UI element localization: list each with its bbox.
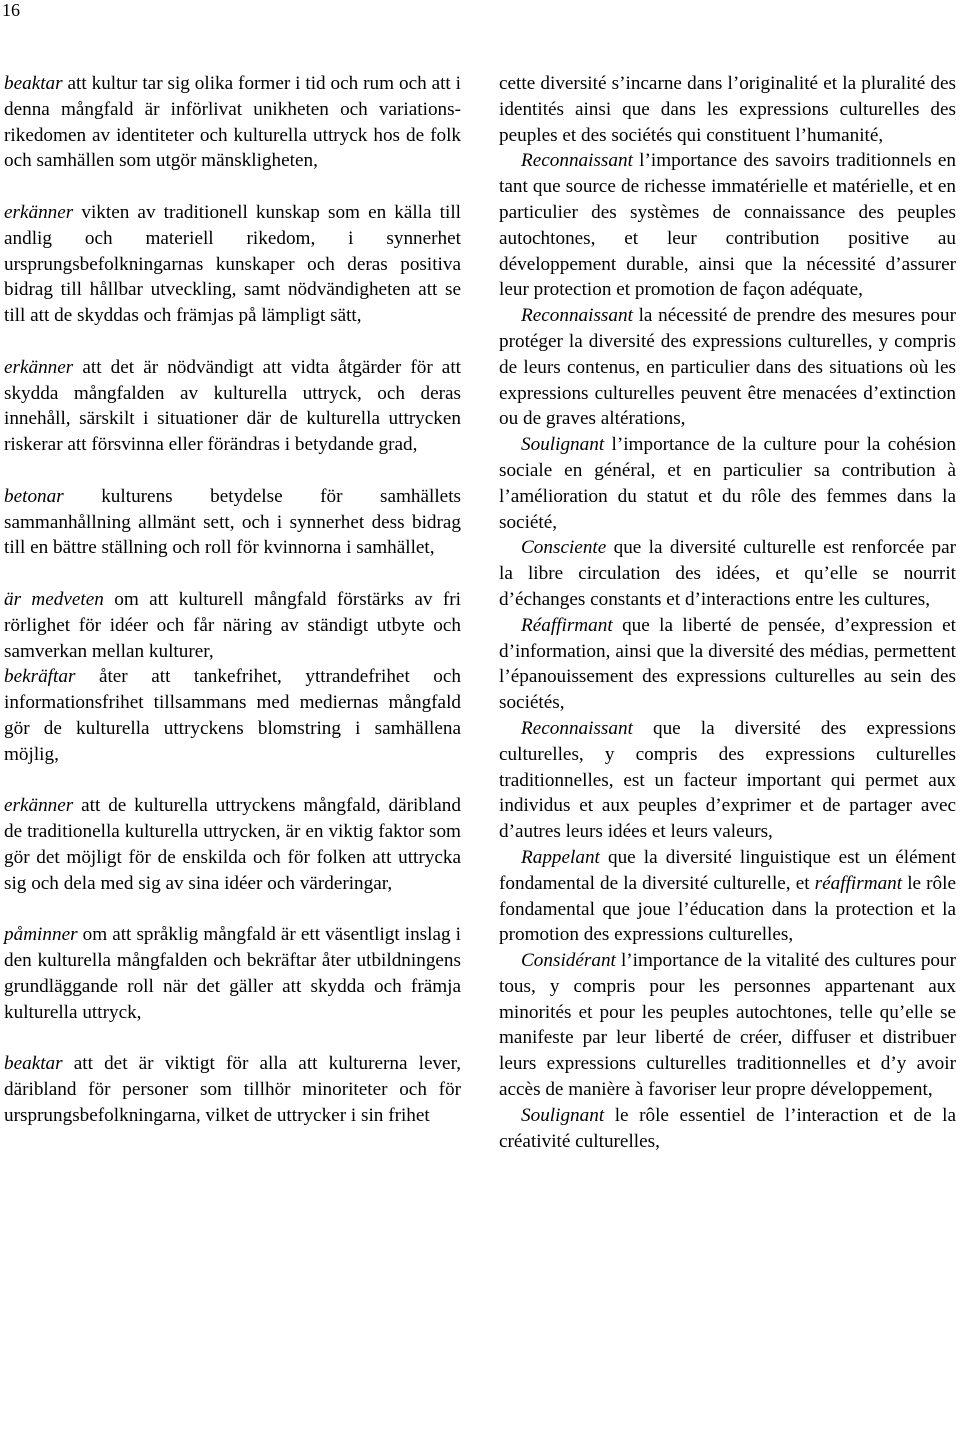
recital-paragraph	[499, 1103, 956, 1155]
recital-keyword: beaktar	[4, 73, 63, 94]
recital-text: om att språklig mångfald är ett väsentligt inslag i den kulturella mångfalden och bekräftar åter utbildningens grundläggande roll när det gäller att skydda och främja kulturella uttryck,	[4, 924, 461, 1023]
recital-keyword: Reconnaissant	[521, 150, 633, 172]
recital-paragraph	[4, 484, 461, 561]
recital-keyword: betonar	[4, 485, 64, 507]
recital-paragraph	[4, 71, 461, 174]
recital-text: att kultur tar sig olika former i tid och rum och att i denna mångfald är införlivat unikheten och variationsrikedomen av identiteter och kulturella uttryck hos de folk och samhällen som utgör mänskligheten,	[4, 73, 461, 172]
recital-text: om att kulturell mångfald förstärks av fri rörlighet för idéer och får näring av ständigt utbyte och samverkan mellan kulturer,	[4, 588, 461, 662]
page-number: 16	[2, 0, 20, 20]
recital-keyword: bekräftar	[4, 666, 76, 688]
recital-text: cette diversité s’incarne dans l’originalité et la pluralité des identités ainsi que dans les expressions culturelles des peuples et des sociétés qui constituent l’humanité,	[499, 73, 956, 146]
recital-paragraph	[499, 303, 956, 432]
french-column	[499, 71, 956, 1154]
recital-paragraph	[4, 793, 461, 896]
recital-text: att det är nödvändigt att vidta åtgärder för att skydda mångfalden av kulturella uttryck, och deras innehåll, särskilt i situationer där de kulturella uttrycken riskerar att försvinna eller förändras i betydande grad,	[4, 356, 461, 456]
recital-paragraph	[499, 948, 956, 1103]
recital-keyword: beaktar	[4, 1053, 63, 1075]
recital-keyword: Reconnaissant	[521, 717, 633, 739]
recital-paragraph	[4, 200, 461, 329]
recital-keyword: Réaffirmant	[521, 614, 613, 636]
recital-paragraph	[499, 716, 956, 845]
recital-paragraph	[499, 535, 956, 612]
recital-paragraph	[4, 355, 461, 458]
recital-keyword: Soulignant	[521, 1104, 605, 1126]
recital-paragraph	[4, 587, 461, 664]
recital-paragraph	[499, 613, 956, 716]
recital-text: l’importance de la culture pour la cohésion sociale en général, et en particulier sa contribution à l’amélioration du statut et du rôle des femmes dans la société,	[499, 434, 956, 533]
recital-text: que la diversité culturelle est renforcée par la libre circulation des idées, et qu’elle se nourrit d’échanges constants et d’interactions entre les cultures,	[499, 537, 956, 610]
swedish-column	[4, 71, 461, 1154]
recital-paragraph	[499, 432, 956, 535]
recital-text: le rôle essentiel de l’interaction et de la créativité culturelles,	[499, 1104, 956, 1152]
recital-text: att de kulturella uttryckens mångfald, däribland de traditionella kulturella uttrycken, är en viktig faktor som gör det möjligt för de enskilda och för folken att uttrycka sig och dela med sig av sina idéer och värderingar,	[4, 795, 461, 894]
recital-keyword: erkänner	[4, 201, 74, 223]
recital-keyword: är medveten	[4, 588, 104, 610]
recital-text: l’importance de la vitalité des cultures pour tous, y compris pour les personnes appartenant aux minorités et pour les peuples autochtones, telle qu’elle se manifeste par leur liberté de créer, diffuser et distribuer leurs expressions culturelles traditionnelles et d’y avoir accès de manière à favoriser leur propre développement,	[499, 950, 956, 1101]
recital-text: que la diversité linguistique est un élément fondamental de la diversité culturelle, et	[499, 846, 956, 894]
recital-text: le rôle fondamental que joue l’éducation dans la protection et la promotion des expressions culturelles,	[499, 872, 956, 946]
recital-text: kulturens betydelse för samhällets sammanhållning allmänt sett, och i synnerhet dess bidrag till en bättre ställning och roll för kvinnorna i samhället,	[4, 485, 461, 559]
recital-keyword: erkänner	[4, 795, 74, 817]
recital-text: l’importance des savoirs traditionnels en tant que source de richesse immatérielle et matérielle, et en particulier des systèmes de connaissance des peuples autochtones, et leur contribution positive au développement durable, ainsi que la nécessité d’assurer leur protection et promotion de façon adéquate,	[499, 150, 956, 301]
recital-keyword: erkänner	[4, 356, 74, 378]
recital-text: vikten av traditionell kunskap som en källa till andlig och materiell rikedom, i synnerhet ursprungsbefolkningarnas kunskaper och deras positiva bidrag till hållbar utveckling, samt nödvändigheten att se till att de skyddas och främjas på lämpligt sätt,	[4, 201, 461, 327]
recital-keyword: Considérant	[521, 950, 616, 972]
recital-paragraph	[4, 664, 461, 767]
recital-keyword: Soulignant	[521, 434, 605, 456]
recital-paragraph	[499, 71, 956, 148]
recital-paragraph	[4, 1051, 461, 1128]
recital-keyword: Reconnaissant	[521, 305, 633, 327]
recital-paragraph	[499, 148, 956, 303]
recital-paragraph	[4, 922, 461, 1025]
recital-text: att det är viktigt för alla att kulturerna lever, däribland för personer som tillhör minoriteter och för ursprungsbefolkningarna, vilket de uttrycker i sin frihet	[4, 1053, 461, 1126]
recital-text: que la liberté de pensée, d’expression et d’information, ainsi que la diversité des médias, permettent l’épanouissement des expressions culturelles au sein des sociétés,	[499, 614, 956, 714]
recital-keyword: Consciente	[521, 537, 607, 559]
recital-keyword: réaffirmant	[814, 872, 903, 894]
recital-text: que la diversité des expressions culturelles, y compris des expressions culturelles traditionnelles, est un facteur important qui permet aux individus et aux peuples d’exprimer et de partager avec d’autres leurs idées et leurs valeurs,	[499, 717, 956, 843]
recital-keyword: Rappelant	[521, 846, 600, 868]
recital-keyword: påminner	[4, 924, 78, 946]
recital-text: åter att tankefrihet, yttrandefrihet och informationsfrihet tillsammans med mediernas mångfald gör de kulturella uttryckens blomstring i samhällena möjlig,	[4, 666, 461, 765]
recital-text: la nécessité de prendre des mesures pour protéger la diversité des expressions culturelles, y compris de leurs contenus, en particulier dans des situations où les expressions culturelles peuvent être menacées d’extinction ou de graves altérations,	[499, 305, 956, 430]
recital-paragraph	[499, 845, 956, 948]
